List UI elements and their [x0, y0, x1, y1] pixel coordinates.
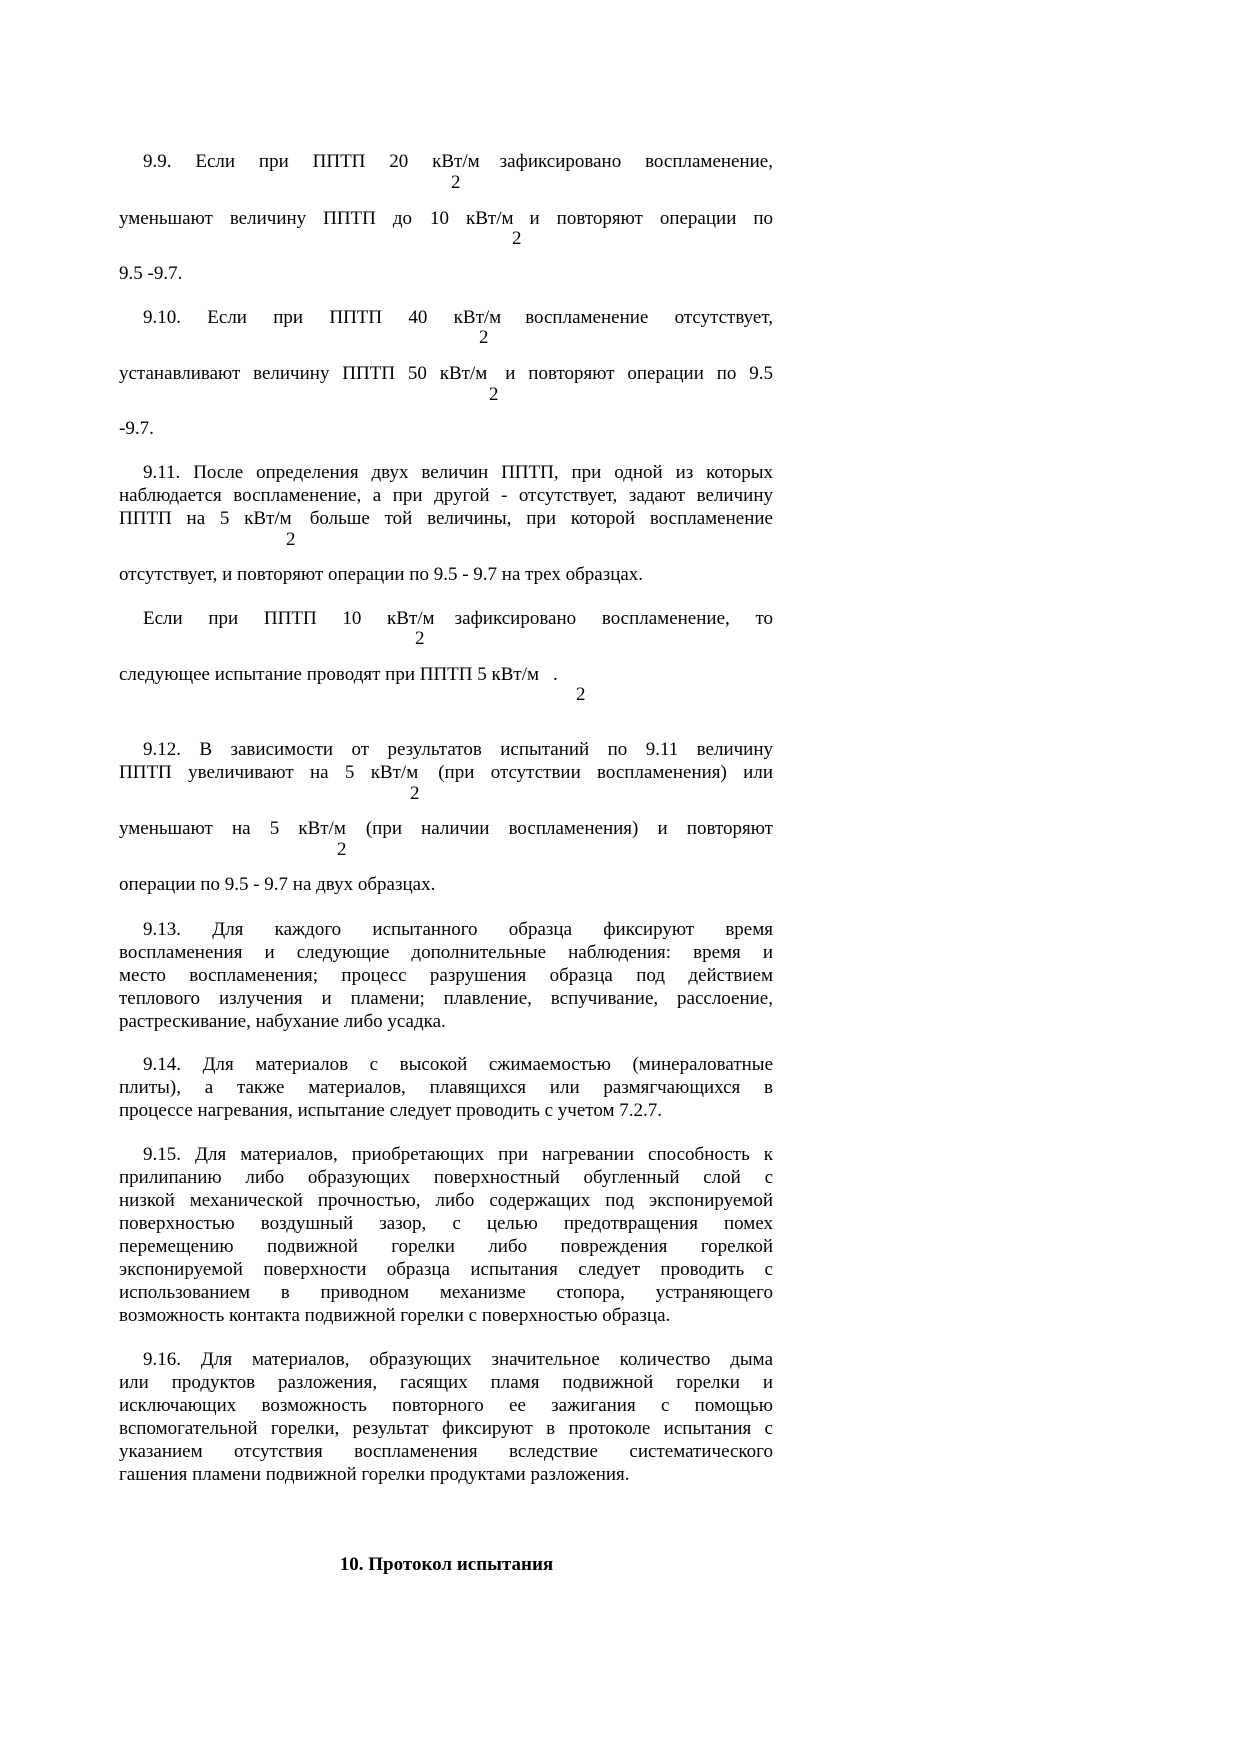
p911b-line-2: следующее испытание проводят при ППТП 5 кВт/м . — [119, 664, 558, 685]
p911-line-2: наблюдается воспламенение, а при другой - отсутствует, задают величину — [119, 485, 773, 506]
p911b-line-1: Если при ППТП 10 кВт/м зафиксировано воспламенение, то — [143, 608, 773, 629]
p913-line: воспламенения и следующие дополнительные наблюдения: время и — [119, 942, 773, 963]
p913-line: место воспламенения; процесс разрушения образца под действием — [119, 965, 773, 986]
p912-line-3: уменьшают на 5 кВт/м (при наличии воспламенения) и повторяют — [119, 818, 773, 839]
p913-line: теплового излучения и пламени; плавление, вспучивание, расслоение, — [119, 988, 773, 1009]
p910-line-3: -9.7. — [119, 418, 154, 439]
p913-line: растрескивание, набухание либо усадка. — [119, 1011, 446, 1032]
p916-line: исключающих возможность повторного ее зажигания с помощью — [119, 1395, 773, 1416]
p916-line: вспомогательной горелки, результат фиксируют в протоколе испытания с — [119, 1418, 773, 1439]
p915-line: использованием в приводном механизме стопора, устраняющего — [119, 1282, 773, 1303]
p914-line: 9.14. Для материалов с высокой сжимаемостью (минераловатные — [143, 1054, 773, 1075]
superscript-2: 2 — [337, 839, 347, 860]
p915-line: экспонируемой поверхности образца испытания следует проводить с — [119, 1259, 773, 1280]
p916-line: 9.16. Для материалов, образующих значительное количество дыма — [143, 1349, 773, 1370]
p911-line-4: отсутствует, и повторяют операции по 9.5 - 9.7 на трех образцах. — [119, 564, 644, 585]
p916-line: гашения пламени подвижной горелки продуктами разложения. — [119, 1464, 630, 1485]
p916-line: или продуктов разложения, гасящих пламя подвижной горелки и — [119, 1372, 773, 1393]
p912-line-2: ППТП увеличивают на 5 кВт/м (при отсутствии воспламенения) или — [119, 762, 773, 783]
p916-line: указанием отсутствия воспламенения вследствие систематического — [119, 1441, 773, 1462]
p99-line-3: 9.5 -9.7. — [119, 263, 183, 284]
superscript-2: 2 — [415, 628, 425, 649]
p910-line-2: устанавливают величину ППТП 50 кВт/м и повторяют операции по 9.5 — [119, 363, 773, 384]
p910-line-1: 9.10. Если при ППТП 40 кВт/м воспламенение отсутствует, — [143, 307, 773, 328]
superscript-2: 2 — [479, 327, 489, 348]
section-heading: 10. Протокол испытания — [339, 1554, 554, 1575]
p913-line: 9.13. Для каждого испытанного образца фиксируют время — [143, 919, 773, 940]
p911-line-1: 9.11. После определения двух величин ППТП, при одной из которых — [143, 462, 773, 483]
p915-line: низкой механической прочностью, либо содержащих под экспонируемой — [119, 1190, 773, 1211]
p914-line: процессе нагревания, испытание следует проводить с учетом 7.2.7. — [119, 1100, 663, 1121]
superscript-2: 2 — [576, 684, 586, 705]
superscript-2: 2 — [512, 228, 522, 249]
p99-line-2: уменьшают величину ППТП до 10 кВт/м и повторяют операции по — [119, 208, 773, 229]
superscript-2: 2 — [286, 529, 296, 550]
p915-line: возможность контакта подвижной горелки с поверхностью образца. — [119, 1305, 671, 1326]
superscript-2: 2 — [410, 783, 420, 804]
p914-line: плиты), а также материалов, плавящихся или размягчающихся в — [119, 1077, 773, 1098]
p912-line-4: операции по 9.5 - 9.7 на двух образцах. — [119, 874, 436, 895]
p915-line: 9.15. Для материалов, приобретающих при нагревании способность к — [143, 1144, 773, 1165]
p911-line-3: ППТП на 5 кВт/м больше той величины, при которой воспламенение — [119, 508, 773, 529]
p915-line: прилипанию либо образующих поверхностный обугленный слой с — [119, 1167, 773, 1188]
p99-line-1: 9.9. Если при ППТП 20 кВт/м зафиксировано воспламенение, — [143, 151, 773, 172]
p915-line: перемещению подвижной горелки либо повреждения горелкой — [119, 1236, 773, 1257]
superscript-2: 2 — [489, 384, 499, 405]
p915-line: поверхностью воздушный зазор, с целью предотвращения помех — [119, 1213, 773, 1234]
superscript-2: 2 — [451, 172, 461, 193]
p912-line-1: 9.12. В зависимости от результатов испытаний по 9.11 величину — [143, 739, 773, 760]
